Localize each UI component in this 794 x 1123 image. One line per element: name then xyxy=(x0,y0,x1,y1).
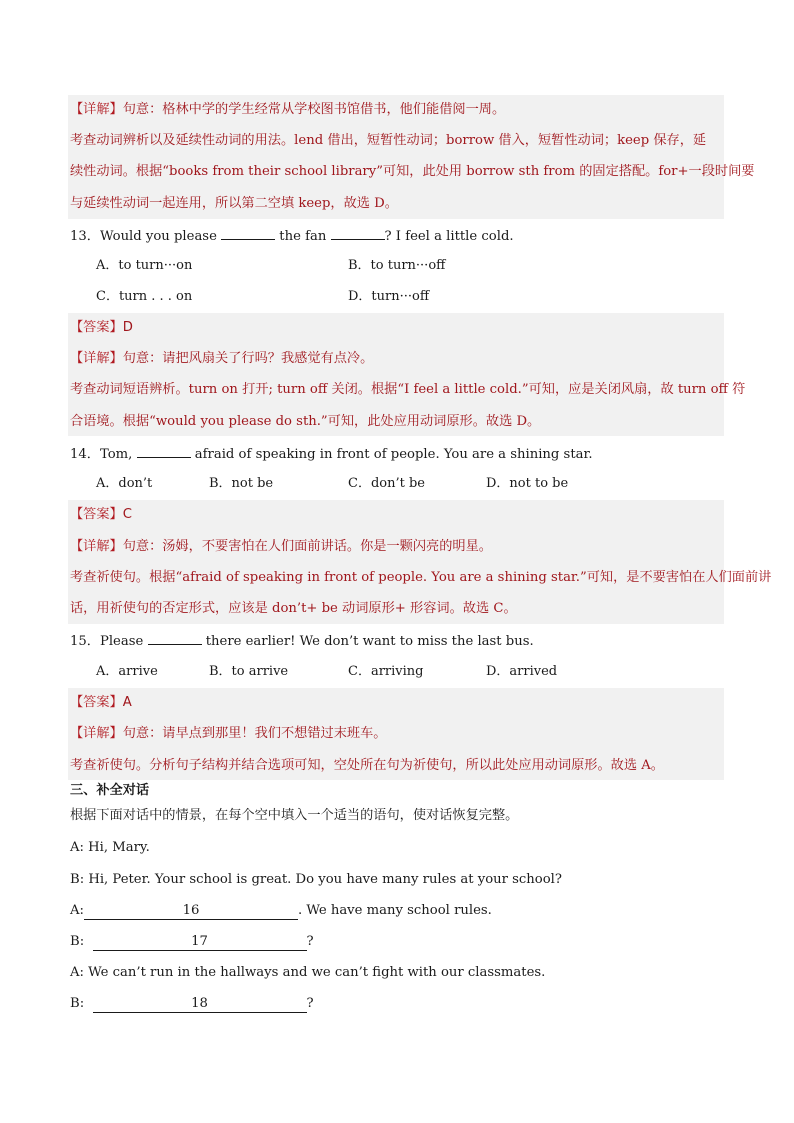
q13-answer: D xyxy=(122,320,133,335)
q14-option-c: C．don’t be xyxy=(348,476,425,491)
q13-explanation-line-1: 考查动词短语辨析。turn on 打开; turn off 关闭。根据“I feel a little cold.”可知，应是关闭风扇，故 turn off 符 xyxy=(70,382,746,397)
answer-blank xyxy=(221,225,275,240)
q12-explanation-line-3: 与延续性动词一起连用，所以第二空填 keep，故选 D。 xyxy=(70,196,398,211)
q14-detail-line: 【详解】句意：汤姆，不要害怕在人们面前讲话。你是一颗闪亮的明星。 xyxy=(70,539,492,554)
answer-tag: 【答案】 xyxy=(70,507,123,522)
q15-answer: A xyxy=(122,695,132,710)
q14-stem: 14．Tom, afraid of speaking in front of people. You are a shining star. xyxy=(70,443,593,465)
q15-explanation-line-1: 考查祈使句。分析句子结构并结合选项可知，空处所在句为祈使句，所以此处应用动词原形。故选 A。 xyxy=(70,758,664,773)
answer-blank-17: 17 xyxy=(93,934,307,951)
answer-tag: 【答案】 xyxy=(70,320,123,335)
q13-option-c: C．turn . . . on xyxy=(96,289,193,304)
answer-blank xyxy=(137,443,191,458)
answer-blank-18: 18 xyxy=(93,996,307,1013)
q14-answer-line xyxy=(70,505,132,525)
q15-option-c: C．arriving xyxy=(348,664,424,679)
q15-option-a: A．arrive xyxy=(96,664,158,679)
q15-answer-line xyxy=(70,693,132,713)
q13-option-b: B．to turn···off xyxy=(348,258,446,273)
q12-explanation-line-2: 续性动词。根据“books from their school library”可知，此处用 borrow sth from 的固定搭配。for+一段时间要 xyxy=(70,164,755,179)
q14-option-b: B．not be xyxy=(209,476,274,491)
section-title: 三、补全对话 xyxy=(70,783,150,798)
q12-explanation-line-1: 考查动词辨析以及延续性动词的用法。lend 借出，短暂性动词；borrow 借入，短暂性动词；keep 保存，延 xyxy=(70,133,707,148)
answer-blank xyxy=(148,630,202,645)
section-instruction: 根据下面对话中的情景，在每个空中填入一个适当的语句，使对话恢复完整。 xyxy=(70,808,519,823)
q15-option-b: B．to arrive xyxy=(209,664,289,679)
dialogue-line-3: A: 16 . We have many school rules. xyxy=(70,903,492,918)
q13-stem: 13．Would you please the fan ? I feel a little cold. xyxy=(70,225,514,247)
q14-option-d: D．not to be xyxy=(486,476,569,491)
q13-option-d: D．turn···off xyxy=(348,289,430,304)
q13-option-a: A．to turn···on xyxy=(96,258,193,273)
answer-tag: 【答案】 xyxy=(70,695,123,710)
q12-detail-line xyxy=(70,100,505,120)
q15-stem: 15．Please there earlier! We don’t want to miss the last bus. xyxy=(70,630,534,652)
detail-tag: 【详解】 xyxy=(70,102,123,117)
q14-explanation-line-1: 考查祈使句。根据“afraid of speaking in front of people. You are a shining star.”可知，是不要害怕在人们面前讲 xyxy=(70,570,772,585)
answer-blank xyxy=(331,225,385,240)
answer-blank-16: 16 xyxy=(84,903,298,920)
dialogue-line-6: B: 18 ? xyxy=(70,996,314,1011)
q14-explanation-line-2: 话，用祈使句的否定形式，应该是 don’t+ be 动词原形+ 形容词。故选 C。 xyxy=(70,601,517,616)
dialogue-line-5: A: We can’t run in the hallways and we can’t fight with our classmates. xyxy=(70,965,546,980)
q15-detail-line: 【详解】句意：请早点到那里！我们不想错过末班车。 xyxy=(70,726,387,741)
q12-detail-text: 句意：格林中学的学生经常从学校图书馆借书，他们能借阅一周。 xyxy=(122,102,506,117)
q14-option-a: A．don’t xyxy=(96,476,153,491)
detail-tag: 【详解】 xyxy=(70,539,123,554)
dialogue-line-4: B: 17 ? xyxy=(70,934,314,949)
detail-tag: 【详解】 xyxy=(70,351,123,366)
q13-answer-line xyxy=(70,318,133,338)
q15-option-d: D．arrived xyxy=(486,664,558,679)
dialogue-line-2: B: Hi, Peter. Your school is great. Do you have many rules at your school? xyxy=(70,872,562,887)
detail-tag: 【详解】 xyxy=(70,726,123,741)
dialogue-line-1: A: Hi, Mary. xyxy=(70,840,150,855)
q13-detail-line: 【详解】句意：请把风扇关了行吗？我感觉有点冷。 xyxy=(70,351,374,366)
q13-explanation-line-2: 合语境。根据“would you please do sth.”可知，此处应用动词原形。故选 D。 xyxy=(70,414,541,429)
q14-answer: C xyxy=(122,507,132,522)
